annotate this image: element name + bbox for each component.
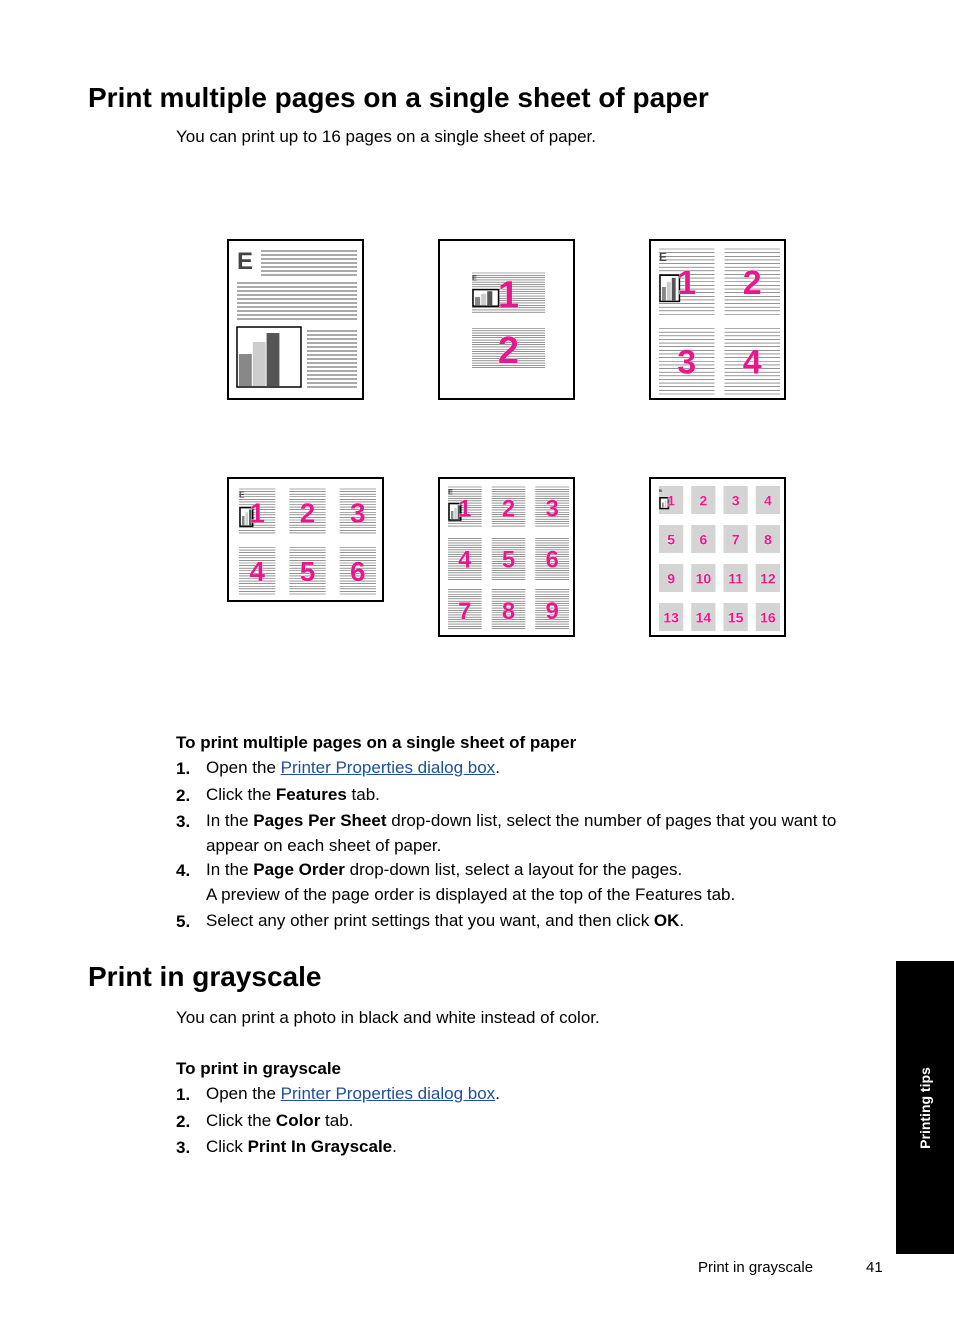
page-number-label: 2	[742, 263, 762, 302]
printer-properties-link[interactable]: Printer Properties dialog box	[280, 758, 496, 777]
page-number-label: 5	[667, 531, 676, 548]
page-number-label: 3	[545, 495, 559, 523]
page-number-label: 4	[763, 492, 772, 509]
step-text: Open the	[206, 1084, 281, 1103]
page-number-label: 14	[695, 609, 712, 626]
page-number-label: 1	[667, 492, 676, 509]
step-2	[206, 782, 380, 807]
page-number-label: 2	[699, 492, 708, 509]
page-number-label: 10	[695, 570, 712, 587]
page-number-label: 3	[731, 492, 740, 509]
page-number-label: 2	[497, 329, 520, 372]
step-2	[206, 1108, 353, 1133]
step-text: tab.	[320, 1111, 354, 1130]
heading-glyph: E	[472, 273, 477, 283]
page-number-label: 16	[760, 609, 776, 626]
sheet-6-pages	[227, 477, 384, 602]
step-number: 5.	[176, 912, 191, 931]
section-intro: You can print up to 16 pages on a single sheet of paper.	[176, 127, 596, 146]
sheet-16-pages	[649, 477, 786, 637]
heading-glyph: E	[237, 248, 254, 275]
procedure-heading: To print in grayscale	[176, 1059, 342, 1078]
page-number-label: 11	[728, 570, 744, 587]
page-number-label: 12	[760, 570, 776, 587]
page-number-label: 6	[545, 546, 559, 574]
step-text: Open the	[206, 758, 281, 777]
step-bold: Page Order	[253, 860, 345, 879]
chart-bar	[253, 342, 266, 386]
footer-section-name: Print in grayscale	[698, 1259, 814, 1276]
page-number-label: 13	[663, 609, 679, 626]
chapter-side-tab-label: Printing tips	[917, 1066, 933, 1149]
step-text: Click	[206, 1137, 248, 1156]
page-number-label: 2	[501, 495, 516, 523]
chart-bar	[665, 501, 667, 508]
step-number: 3.	[176, 812, 191, 831]
step-1	[206, 1081, 500, 1106]
step-bold: Features	[275, 785, 347, 804]
page-number-label: 8	[763, 531, 772, 548]
section-title-multiple-pages: Print multiple pages on a single sheet of paper	[88, 82, 709, 113]
step-text: A preview of the page order is displayed at the top of the Features tab.	[206, 885, 736, 904]
step-5	[206, 908, 684, 933]
page-number-label: 6	[350, 555, 366, 587]
step-4	[206, 857, 735, 907]
chapter-side-tab	[896, 961, 954, 1254]
chart-bar	[667, 282, 671, 301]
page-number-label: 7	[458, 597, 472, 625]
sheet-4-pages	[649, 239, 786, 400]
step-text: .	[495, 1084, 500, 1103]
step-number: 1.	[176, 1085, 191, 1104]
chart-bar	[481, 294, 486, 305]
chart-bar	[662, 287, 666, 300]
page-number-label: 1	[677, 263, 697, 302]
step-text: drop-down list, select a layout for the pages.	[344, 860, 683, 879]
page-number-label: 1	[497, 274, 520, 317]
step-3	[206, 1134, 397, 1159]
printer-properties-link[interactable]: Printer Properties dialog box	[280, 1084, 496, 1103]
step-text: .	[679, 911, 685, 930]
page-number-label: 7	[731, 531, 740, 548]
section-intro: You can print a photo in black and white instead of color.	[176, 1008, 600, 1027]
step-text: In the	[206, 811, 254, 830]
step-1	[206, 755, 500, 780]
chart-bar	[246, 512, 249, 525]
page-number-label: 3	[677, 343, 697, 382]
procedure-heading: To print multiple pages on a single sheet of paper	[176, 733, 577, 752]
page-number-label: 1	[458, 495, 472, 523]
page-number-label: 8	[501, 597, 516, 625]
chart-bar	[487, 291, 492, 305]
step-text: drop-down list, select the number of pages that you want to	[386, 811, 837, 830]
step-text: Click the	[206, 1111, 276, 1130]
step-bold: OK	[653, 911, 680, 930]
chart-bar	[662, 503, 664, 508]
heading-glyph: E	[448, 487, 453, 497]
step-text: tab.	[346, 785, 380, 804]
heading-glyph: E	[239, 489, 245, 500]
section-title-grayscale: Print in grayscale	[88, 961, 322, 992]
page-number-label: 4	[458, 546, 472, 574]
page-number-label: 5	[501, 546, 516, 574]
step-bold: Pages Per Sheet	[253, 811, 387, 830]
chart-bar	[267, 333, 280, 386]
chart-bar	[451, 511, 453, 519]
sheet-9-pages	[438, 477, 575, 637]
sheet-1-page	[227, 239, 364, 400]
step-3	[206, 808, 836, 858]
step-text: Click the	[206, 785, 276, 804]
page-number-label: 6	[699, 531, 708, 548]
chart-bar	[239, 354, 252, 386]
page-number-label: 15	[727, 609, 744, 626]
page-number-label: 3	[350, 497, 366, 529]
footer-page-number: 41	[866, 1259, 883, 1276]
heading-glyph: E	[659, 488, 663, 494]
step-number: 2.	[176, 786, 191, 805]
page-number-label: 1	[249, 497, 265, 529]
step-text: appear on each sheet of paper.	[206, 836, 442, 855]
step-text: .	[392, 1137, 397, 1156]
chart-bar	[672, 278, 676, 301]
step-number: 3.	[176, 1138, 191, 1157]
step-number: 1.	[176, 759, 191, 778]
step-number: 2.	[176, 1112, 191, 1131]
page-number-label: 4	[742, 343, 762, 382]
page-number-label: 9	[667, 570, 676, 587]
chart-bar	[242, 516, 245, 525]
step-number: 4.	[176, 861, 191, 880]
step-text: .	[495, 758, 500, 777]
heading-glyph: E	[659, 250, 667, 264]
chart-bar	[454, 508, 456, 519]
page-number-label: 4	[249, 555, 265, 587]
step-text: In the	[206, 860, 254, 879]
sheet-2-pages	[438, 239, 575, 400]
page-number-label: 5	[299, 555, 316, 587]
step-text: Select any other print settings that you want, and then click	[206, 911, 654, 930]
step-bold: Print In Grayscale	[247, 1137, 393, 1156]
page-number-label: 2	[299, 497, 316, 529]
chart-bar	[475, 297, 480, 305]
step-bold: Color	[275, 1111, 321, 1130]
page-number-label: 9	[545, 597, 559, 625]
